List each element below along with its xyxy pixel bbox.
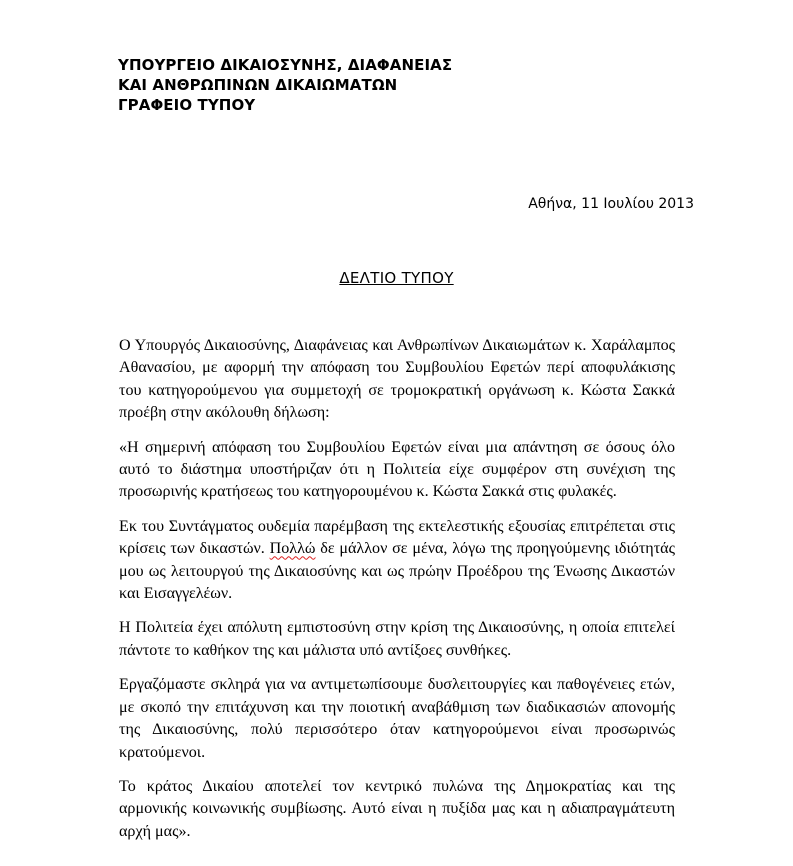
document-date: Αθήνα, 11 Ιουλίου 2013 [528,196,694,212]
document-body [119,335,675,855]
paragraph-2-start: Εκ του Συντάγματος ουδεμία παρέμβαση της εκτελεστικής εξουσίας επιτρέπεται στις κρίσεις των δικαστών. [119,517,675,558]
ministry-header [118,55,452,115]
statement-paragraph-5: Το κράτος Δικαίου αποτελεί τον κεντρικό πυλώνα της Δημοκρατίας και της αρμονικής κοινωνικής συμβίωσης. Αυτό είναι η πυξίδα μας και η αδιαπραγμάτευτη αρχή μας». [119,777,675,840]
paragraph-2-end: δε μάλλον σε μένα, λόγω της προηγούμενης ιδιότητάς μου ως λειτουργού της Δικαιοσύνης και ως πρώην Προέδρου της Ένωσης Δικαστών και Εισαγγελέων. [119,540,675,603]
header-line-2: ΚΑΙ ΑΝΘΡΩΠΙΝΩΝ ΔΙΚΑΙΩΜΑΤΩΝ [118,76,398,94]
header-line-3: ΓΡΑΦΕΙΟ ΤΥΠΟΥ [118,96,256,114]
statement-paragraph-1: «Η σημερινή απόφαση του Συμβουλίου Εφετών είναι μια απάντηση σε όσους όλο αυτό το διάστημα υποστήριζαν ότι η Πολιτεία είχε συμφέρον στη συνέχιση της προσωρινής κρατήσεως του κατηγορουμένου κ. Κώστα Σακκά στις φυλακές. [119,438,675,501]
statement-paragraph-4: Εργαζόμαστε σκληρά για να αντιμετωπίσουμε δυσλειτουργίες και παθογένειες ετών, με σκοπό την επιτάχυνση και την ποιοτική αναβάθμιση των διαδικασιών απονομής της Δικαιοσύνης, πολύ περισσότερο όταν κατηγορούμενοι είναι προσωρινώς κρατούμενοι. [119,676,675,761]
statement-paragraph-3: Η Πολιτεία έχει απόλυτη εμπιστοσύνη στην κρίση της Δικαιοσύνης, η οποία επιτελεί πάντοτε το καθήκον της και μάλιστα υπό αντίξοες συνθήκες. [119,619,675,659]
statement-paragraph-2 [119,516,675,606]
header-line-1: ΥΠΟΥΡΓΕΙΟ ΔΙΚΑΙΟΣΥΝΗΣ, ΔΙΑΦΑΝΕΙΑΣ [118,56,453,74]
spellcheck-flagged-word: Πολλώ [269,540,316,558]
intro-paragraph: Ο Υπουργός Δικαιοσύνης, Διαφάνειας και Ανθρωπίνων Δικαιωμάτων κ. Χαράλαμπος Αθανασίου, με αφορμή την απόφαση του Συμβουλίου Εφετών περί αποφυλάκισης του κατηγορούμενου για συμμετοχή σε τρομοκρατική οργάνωση κ. Κώστα Σακκά προέβη στην ακόλουθη δήλωση: [119,337,675,422]
document-title: ΔΕΛΤΙΟ ΤΥΠΟΥ [339,269,454,287]
